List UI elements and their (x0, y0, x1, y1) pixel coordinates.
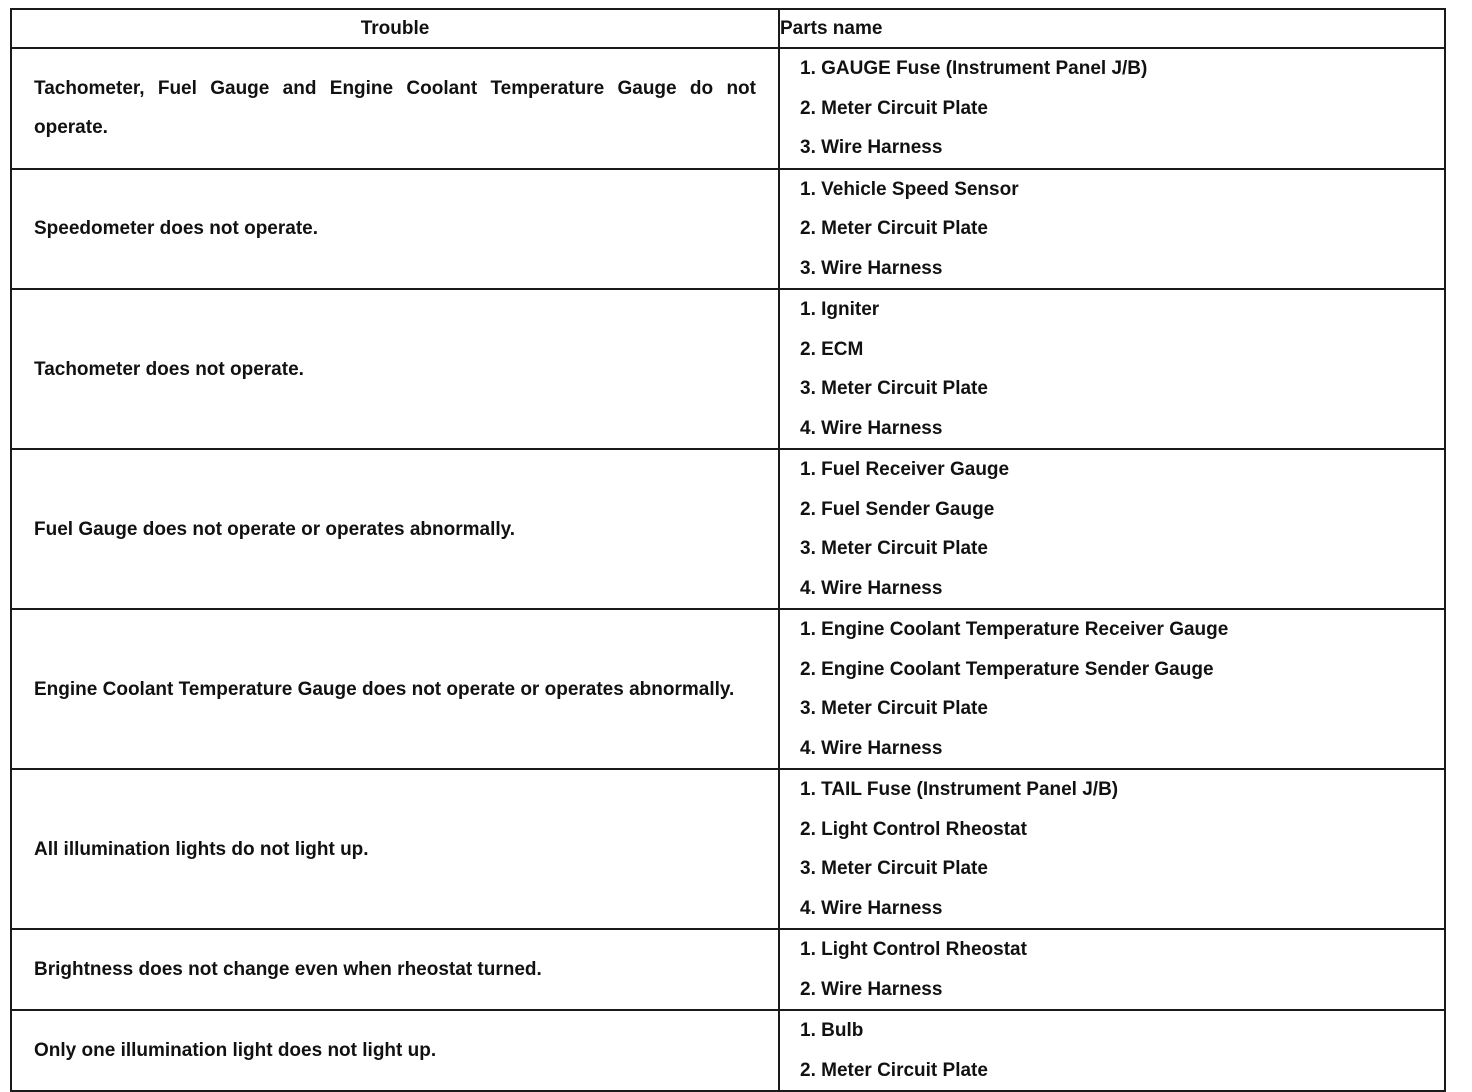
table-row (11, 169, 1445, 290)
table-row (11, 769, 1445, 929)
table-body (11, 48, 1445, 1091)
trouble-cell: Tachometer, Fuel Gauge and Engine Coolant Temperature Gauge do not operate. (11, 48, 779, 169)
trouble-cell: Engine Coolant Temperature Gauge does not operate or operates abnormally. (11, 609, 779, 769)
part-item: 2. Fuel Sender Gauge (800, 498, 995, 520)
trouble-column-header: Trouble (11, 9, 779, 48)
part-item: 1. Igniter (800, 299, 880, 320)
table-row (11, 289, 1445, 449)
table-row (11, 48, 1445, 169)
parts-cell (779, 1010, 1445, 1091)
parts-cell (779, 48, 1445, 169)
part-item: 1. Bulb (800, 1020, 864, 1041)
trouble-cell: All illumination lights do not light up. (11, 769, 779, 929)
trouble-cell: Speedometer does not operate. (11, 169, 779, 290)
parts-column-header: Parts name (779, 9, 1445, 48)
part-item: 4. Wire Harness (800, 417, 943, 439)
parts-cell (779, 449, 1445, 609)
part-item: 4. Wire Harness (800, 577, 943, 599)
trouble-cell: Only one illumination light does not light up. (11, 1010, 779, 1091)
part-item: 2. Meter Circuit Plate (800, 218, 988, 239)
trouble-cell: Fuel Gauge does not operate or operates abnormally. (11, 449, 779, 609)
part-item: 3. Meter Circuit Plate (800, 858, 988, 879)
trouble-cell: Tachometer does not operate. (11, 289, 779, 449)
part-item: 3. Meter Circuit Plate (800, 378, 988, 399)
table-row (11, 1010, 1445, 1091)
trouble-cell: Brightness does not change even when rheostat turned. (11, 929, 779, 1010)
parts-cell (779, 929, 1445, 1010)
part-item: 1. GAUGE Fuse (Instrument Panel J/B) (800, 58, 1148, 79)
part-item: 2. ECM (800, 338, 864, 360)
part-item: 2. Meter Circuit Plate (800, 97, 988, 119)
part-item: 2. Light Control Rheostat (800, 818, 1027, 840)
part-item: 3. Wire Harness (800, 257, 943, 279)
part-item: 2. Meter Circuit Plate (800, 1059, 988, 1081)
header-row (11, 9, 1445, 48)
parts-cell (779, 289, 1445, 449)
part-item: 1. Fuel Receiver Gauge (800, 459, 1010, 480)
table-row (11, 609, 1445, 769)
part-item: 1. Vehicle Speed Sensor (800, 178, 1019, 200)
table-row (11, 449, 1445, 609)
part-item: 1. Light Control Rheostat (800, 939, 1027, 960)
part-item: 2. Wire Harness (800, 978, 943, 1000)
part-item: 3. Meter Circuit Plate (800, 698, 988, 719)
part-item: 4. Wire Harness (800, 897, 943, 919)
part-item: 2. Engine Coolant Temperature Sender Gauge (800, 658, 1214, 680)
part-item: 3. Wire Harness (800, 137, 943, 158)
part-item: 1. TAIL Fuse (Instrument Panel J/B) (800, 779, 1119, 800)
trouble-parts-table (10, 8, 1446, 1092)
part-item: 1. Engine Coolant Temperature Receiver Gauge (800, 619, 1229, 640)
part-item: 4. Wire Harness (800, 737, 943, 759)
part-item: 3. Meter Circuit Plate (800, 538, 988, 559)
parts-cell (779, 769, 1445, 929)
parts-cell (779, 609, 1445, 769)
parts-cell (779, 169, 1445, 290)
table-row (11, 929, 1445, 1010)
